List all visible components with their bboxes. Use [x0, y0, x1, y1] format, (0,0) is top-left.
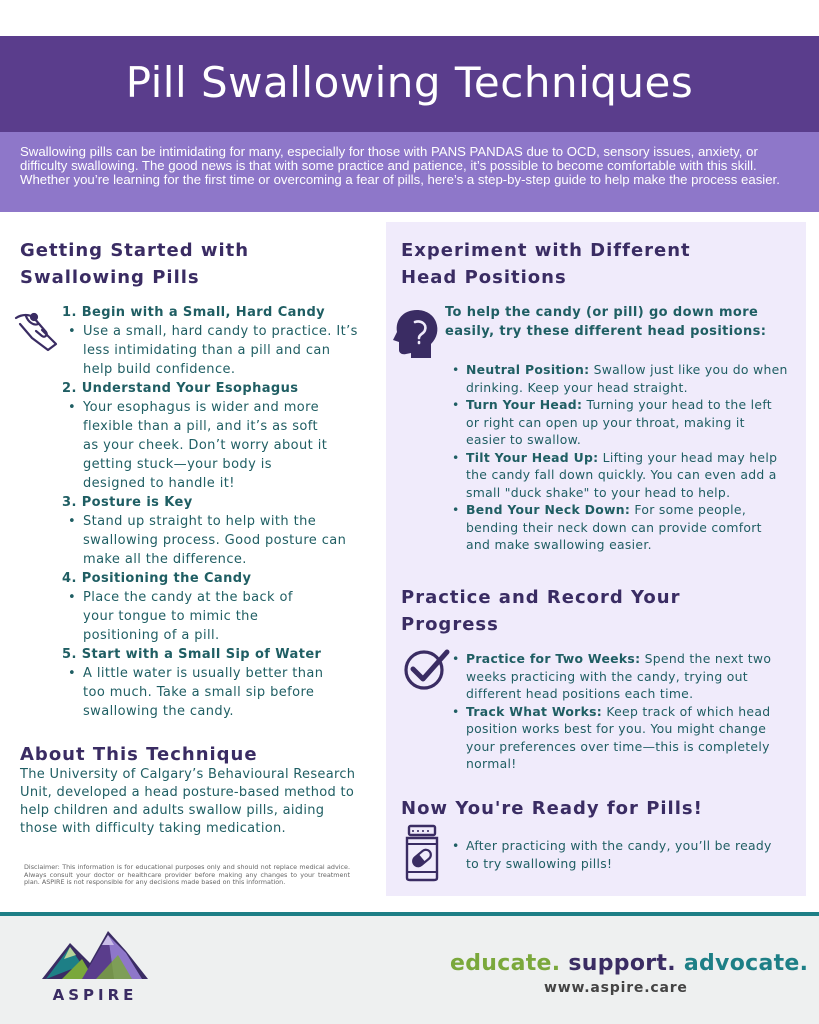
item-text: Spend the next two weeks practicing with the candy, trying out different head positions each time.	[466, 651, 772, 701]
item-label: Bend Your Neck Down:	[466, 502, 631, 517]
checkmark-circle-icon	[403, 646, 451, 692]
step-text: • Your esophagus is wider and more flexible than a pill, and it’s as soft as your cheek. Don’t worry about it getting stuck—your body is designed to handle it!	[68, 398, 362, 493]
page-title: Pill Swallowing Techniques	[125, 58, 694, 107]
heading-line: Experiment with Different	[401, 240, 691, 261]
item-text: Keep track of which head position works best for you. You might change your preferences over time—this is completely normal!	[466, 703, 771, 771]
steps-list	[62, 303, 362, 721]
head-positions-lead: To help the candy (or pill) go down more easily, try these different head positions:	[445, 305, 767, 339]
about-heading: About This Technique	[20, 744, 258, 765]
pill-bottle-icon	[404, 824, 440, 882]
item-text: Swallow just like you do when drinking. Keep your head straight.	[466, 362, 788, 395]
list-item	[452, 449, 788, 502]
head-positions-heading	[401, 237, 801, 291]
practice-heading	[401, 584, 801, 638]
disclaimer-text: Disclaimer: This information is for educational purposes only and should not replace medical advice. Always consult your doctor or healthcare provider before making any changes to your treatment plan. ASPIRE is not responsible for any decisions made based on this information.	[24, 863, 350, 887]
website-link[interactable]: www.aspire.care	[544, 980, 688, 996]
heading-line: Head Positions	[401, 267, 567, 288]
brand-name: ASPIRE	[52, 986, 138, 1004]
step-1	[62, 303, 362, 379]
list-item	[452, 361, 788, 396]
aspire-mountain-logo	[42, 925, 148, 983]
getting-started-heading	[20, 237, 360, 291]
list-item	[452, 703, 788, 773]
tagline	[450, 951, 808, 976]
heading-line: Swallowing Pills	[20, 267, 200, 288]
about-text: The University of Calgary’s Behavioural Research Unit, developed a head posture-based method to help children and adults swallow pills, aiding those with difficulty taking medication.	[20, 767, 356, 836]
heading-line: Practice and Record Your	[401, 587, 681, 608]
item-text: Lifting your head may help the candy fall down quickly. You can even add a small "duck shake" to your head to help.	[466, 449, 778, 500]
step-5	[62, 645, 362, 721]
step-text: • Place the candy at the back of your tongue to mimic the positioning of a pill.	[68, 588, 362, 645]
list-item	[452, 501, 788, 554]
item-text: Turning your head to the left or right can open up your throat, making it easier to swallow.	[466, 397, 772, 447]
practice-list	[452, 650, 788, 773]
step-title: 1. Begin with a Small, Hard Candy	[62, 305, 326, 320]
step-title: 3. Posture is Key	[62, 495, 193, 510]
list-item	[452, 650, 788, 703]
heading-line: Progress	[401, 614, 499, 635]
step-title: 2. Understand Your Esophagus	[62, 381, 299, 396]
step-text: • Use a small, hard candy to practice. It’s less intimidating than a pill and can help build confidence.	[68, 322, 362, 379]
heading-line: Getting Started with	[20, 240, 250, 261]
hand-candy-icon	[12, 308, 60, 354]
list-item	[452, 396, 788, 449]
item-label: Track What Works:	[466, 703, 603, 719]
step-4	[62, 569, 362, 645]
step-3	[62, 493, 362, 569]
item-label: Tilt Your Head Up:	[466, 449, 599, 465]
ready-list	[452, 837, 788, 872]
item-label: Practice for Two Weeks:	[466, 651, 641, 666]
step-text: • A little water is usually better than too much. Take a small sip before swallowing the candy.	[68, 664, 362, 721]
tagline-advocate: advocate.	[683, 951, 809, 976]
step-text: • Stand up straight to help with the swallowing process. Good posture can make all the difference.	[68, 512, 362, 569]
item-label: Neutral Position:	[466, 362, 590, 377]
tagline-support: support.	[568, 951, 676, 976]
tagline-educate: educate.	[450, 951, 561, 976]
step-2	[62, 379, 362, 493]
intro-text: Swallowing pills can be intimidating for many, especially for those with PANS PANDAS due to OCD, sensory issues, anxiety, or difficulty swallowing. The good news is that with some practice and patience, it’s possible to become comfortable with this skill. Whether you’re learning for the first time or overcoming a fear of pills, here’s a step-by-step guide to help make the process easier.	[20, 144, 780, 187]
step-title: 5. Start with a Small Sip of Water	[62, 647, 322, 662]
item-label: Turn Your Head:	[466, 397, 583, 412]
list-item: • After practicing with the candy, you’ll be ready to try swallowing pills!	[452, 837, 788, 872]
ready-heading: Now You're Ready for Pills!	[401, 798, 703, 819]
item-text: For some people, bending their neck down can provide comfort and make swallowing easier.	[466, 502, 762, 552]
head-positions-list	[452, 361, 788, 554]
step-title: 4. Positioning the Candy	[62, 571, 252, 586]
head-profile-icon	[391, 308, 439, 360]
